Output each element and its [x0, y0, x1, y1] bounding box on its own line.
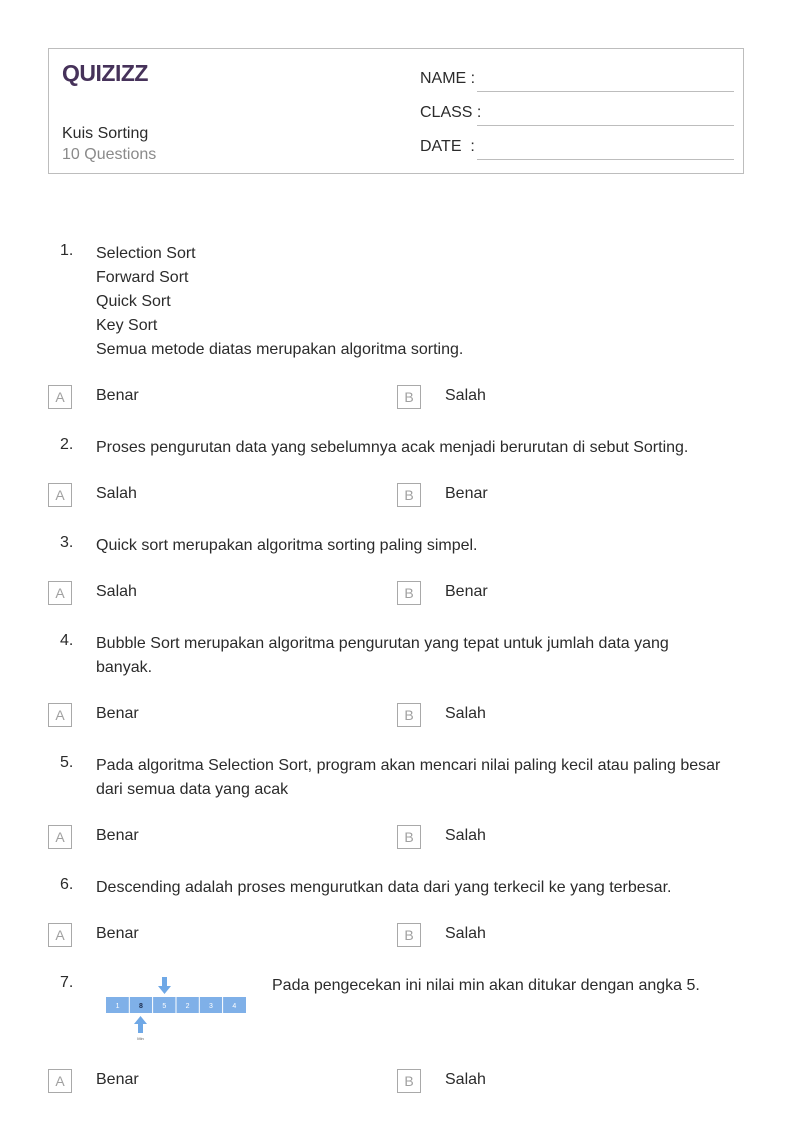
- option-letter-box: B: [397, 1069, 421, 1093]
- question-text: [272, 974, 742, 998]
- question-text: [96, 242, 746, 362]
- question-line: Pada algoritma Selection Sort, program akan mencari nilai paling kecil atau paling besar: [96, 757, 721, 774]
- question-number: 1.: [60, 242, 74, 259]
- option-text: Salah: [445, 387, 486, 404]
- question-count: 10 Questions: [62, 146, 157, 163]
- question-line: Quick Sort: [96, 293, 171, 310]
- question-text: [96, 876, 746, 900]
- array-diagram: [106, 977, 248, 1043]
- option-letter-box: B: [397, 923, 421, 947]
- option-text: Benar: [445, 485, 488, 502]
- array-cell: 4: [232, 1003, 237, 1010]
- date-line[interactable]: [477, 159, 734, 160]
- date-field[interactable]: [420, 136, 734, 160]
- array-cell: 3: [209, 1003, 213, 1010]
- quiz-title: Kuis Sorting: [62, 125, 149, 142]
- question-line: Pada pengecekan ini nilai min akan ditukar dengan angka 5.: [272, 977, 700, 994]
- option-letter-box: A: [48, 923, 72, 947]
- option-letter-box: A: [48, 385, 72, 409]
- question-line: banyak.: [96, 659, 153, 676]
- option-text: Benar: [96, 705, 139, 722]
- option-letter-box: B: [397, 703, 421, 727]
- option-text: Benar: [96, 827, 139, 844]
- question-text: [96, 436, 746, 460]
- question-line: Selection Sort: [96, 245, 196, 262]
- question-line: Forward Sort: [96, 269, 189, 286]
- class-line[interactable]: [477, 125, 734, 126]
- array-cell: 2: [185, 1003, 190, 1010]
- question-text: [96, 534, 746, 558]
- date-label: DATE :: [420, 138, 475, 155]
- option-letter-box: B: [397, 825, 421, 849]
- array-cell: 1: [115, 1003, 120, 1010]
- name-label: NAME :: [420, 70, 476, 87]
- question-text: [96, 632, 746, 680]
- question-line: Key Sort: [96, 317, 158, 334]
- name-line[interactable]: [477, 91, 734, 92]
- question-number: 2.: [60, 436, 74, 453]
- option-text: Salah: [445, 827, 486, 844]
- worksheet-header: [48, 48, 744, 174]
- question-number: 7.: [60, 974, 74, 991]
- option-letter-box: B: [397, 483, 421, 507]
- option-text: Salah: [445, 925, 486, 942]
- question-line: Semua metode diatas merupakan algoritma sorting.: [96, 341, 464, 358]
- option-letter-box: B: [397, 581, 421, 605]
- min-caption: Min: [137, 1036, 144, 1041]
- down-arrow-icon: [158, 977, 171, 994]
- class-label: CLASS :: [420, 104, 482, 121]
- option-letter-box: A: [48, 1069, 72, 1093]
- option-text: Benar: [445, 583, 488, 600]
- class-field[interactable]: [420, 102, 734, 126]
- question-text: [96, 754, 746, 802]
- option-text: Benar: [96, 1071, 139, 1088]
- option-text: Benar: [96, 387, 139, 404]
- option-text: Salah: [96, 485, 137, 502]
- question-line: dari semua data yang acak: [96, 781, 289, 798]
- quizizz-logo: QUIZIZZ: [62, 60, 148, 86]
- question-line: Bubble Sort merupakan algoritma pengurutan yang tepat untuk jumlah data yang: [96, 635, 669, 652]
- option-letter-box: A: [48, 825, 72, 849]
- question-line: Descending adalah proses mengurutkan data dari yang terkecil ke yang terbesar.: [96, 879, 672, 896]
- option-text: Salah: [445, 705, 486, 722]
- array-cell: 8: [139, 1003, 143, 1010]
- option-letter-box: A: [48, 581, 72, 605]
- option-text: Benar: [96, 925, 139, 942]
- array-cells: [106, 997, 246, 1013]
- question-number: 3.: [60, 534, 74, 551]
- option-text: Salah: [96, 583, 137, 600]
- question-number: 6.: [60, 876, 74, 893]
- array-cell: 5: [162, 1003, 167, 1010]
- name-field[interactable]: [420, 68, 734, 92]
- option-letter-box: A: [48, 483, 72, 507]
- question-number: 5.: [60, 754, 74, 771]
- option-letter-box: B: [397, 385, 421, 409]
- question-number: 4.: [60, 632, 74, 649]
- option-text: Salah: [445, 1071, 486, 1088]
- option-letter-box: A: [48, 703, 72, 727]
- question-line: Proses pengurutan data yang sebelumnya acak menjadi berurutan di sebut Sorting.: [96, 439, 689, 456]
- question-line: Quick sort merupakan algoritma sorting paling simpel.: [96, 537, 478, 554]
- up-arrow-icon: [134, 1016, 147, 1033]
